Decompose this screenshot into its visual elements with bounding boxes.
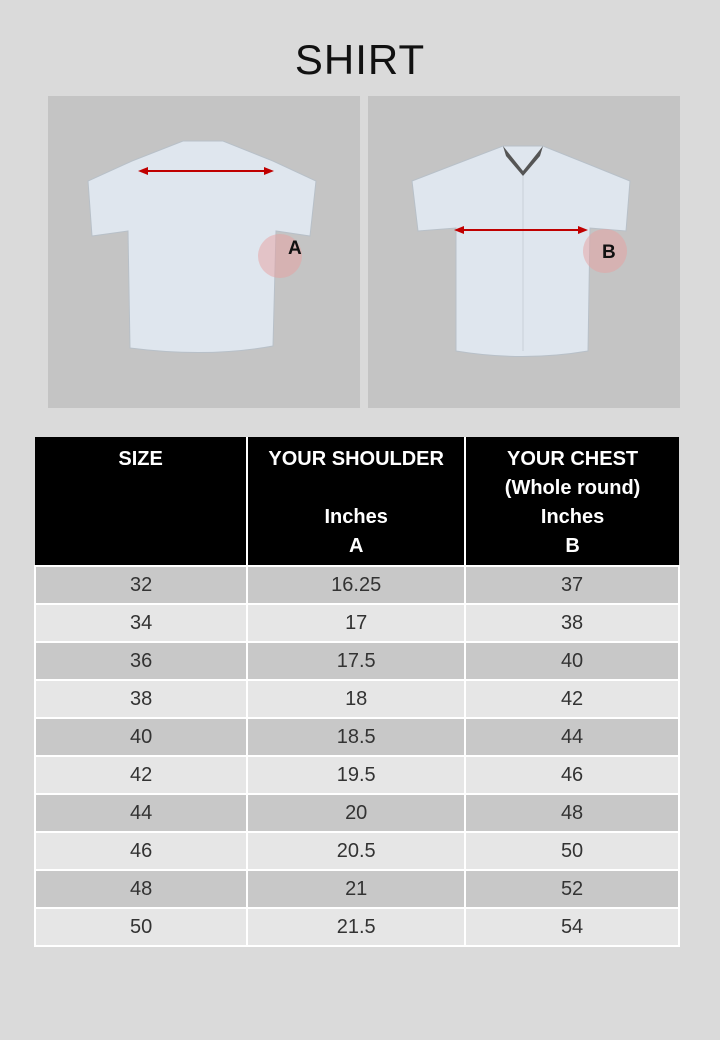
- table-row: [35, 604, 679, 642]
- cell-chest: 42: [465, 680, 679, 718]
- table-row: [35, 756, 679, 794]
- cell-size: 42: [35, 756, 247, 794]
- cell-shoulder: 17.5: [247, 642, 465, 680]
- cell-shoulder: 16.25: [247, 566, 465, 604]
- cell-shoulder: 21.5: [247, 908, 465, 946]
- cell-size: 46: [35, 832, 247, 870]
- table-row: [35, 718, 679, 756]
- cell-chest: 52: [465, 870, 679, 908]
- cell-chest: 40: [465, 642, 679, 680]
- header-chest: YOUR CHEST (Whole round) Inches B: [465, 437, 679, 566]
- cell-size: 38: [35, 680, 247, 718]
- cell-chest: 48: [465, 794, 679, 832]
- table-row: [35, 832, 679, 870]
- cell-size: 50: [35, 908, 247, 946]
- cell-chest: 50: [465, 832, 679, 870]
- cell-chest: 46: [465, 756, 679, 794]
- cell-size: 34: [35, 604, 247, 642]
- size-chart-table: [34, 437, 680, 947]
- page-title: SHIRT: [294, 36, 426, 83]
- cell-shoulder: 18: [247, 680, 465, 718]
- table-row: [35, 680, 679, 718]
- cell-size: 44: [35, 794, 247, 832]
- cell-shoulder: 17: [247, 604, 465, 642]
- cell-size: 40: [35, 718, 247, 756]
- cell-shoulder: 20: [247, 794, 465, 832]
- cell-size: 32: [35, 566, 247, 604]
- cell-chest: 38: [465, 604, 679, 642]
- cell-shoulder: 20.5: [247, 832, 465, 870]
- table-row: [35, 566, 679, 604]
- header-size: SIZE: [35, 437, 247, 566]
- shirt-front-image: [368, 96, 680, 408]
- table-row: [35, 908, 679, 946]
- cell-chest: 37: [465, 566, 679, 604]
- measure-label-b: B: [602, 242, 616, 263]
- table-row: [35, 642, 679, 680]
- cell-shoulder: 21: [247, 870, 465, 908]
- cell-size: 36: [35, 642, 247, 680]
- cell-shoulder: 19.5: [247, 756, 465, 794]
- table-row: [35, 870, 679, 908]
- cell-shoulder: 18.5: [247, 718, 465, 756]
- cell-chest: 54: [465, 908, 679, 946]
- table-row: [35, 794, 679, 832]
- cell-size: 48: [35, 870, 247, 908]
- header-shoulder: YOUR SHOULDER Inches A: [247, 437, 465, 566]
- measure-label-a: A: [288, 238, 302, 259]
- shirt-back-image: [48, 96, 360, 408]
- cell-chest: 44: [465, 718, 679, 756]
- table-header-row: [35, 437, 679, 566]
